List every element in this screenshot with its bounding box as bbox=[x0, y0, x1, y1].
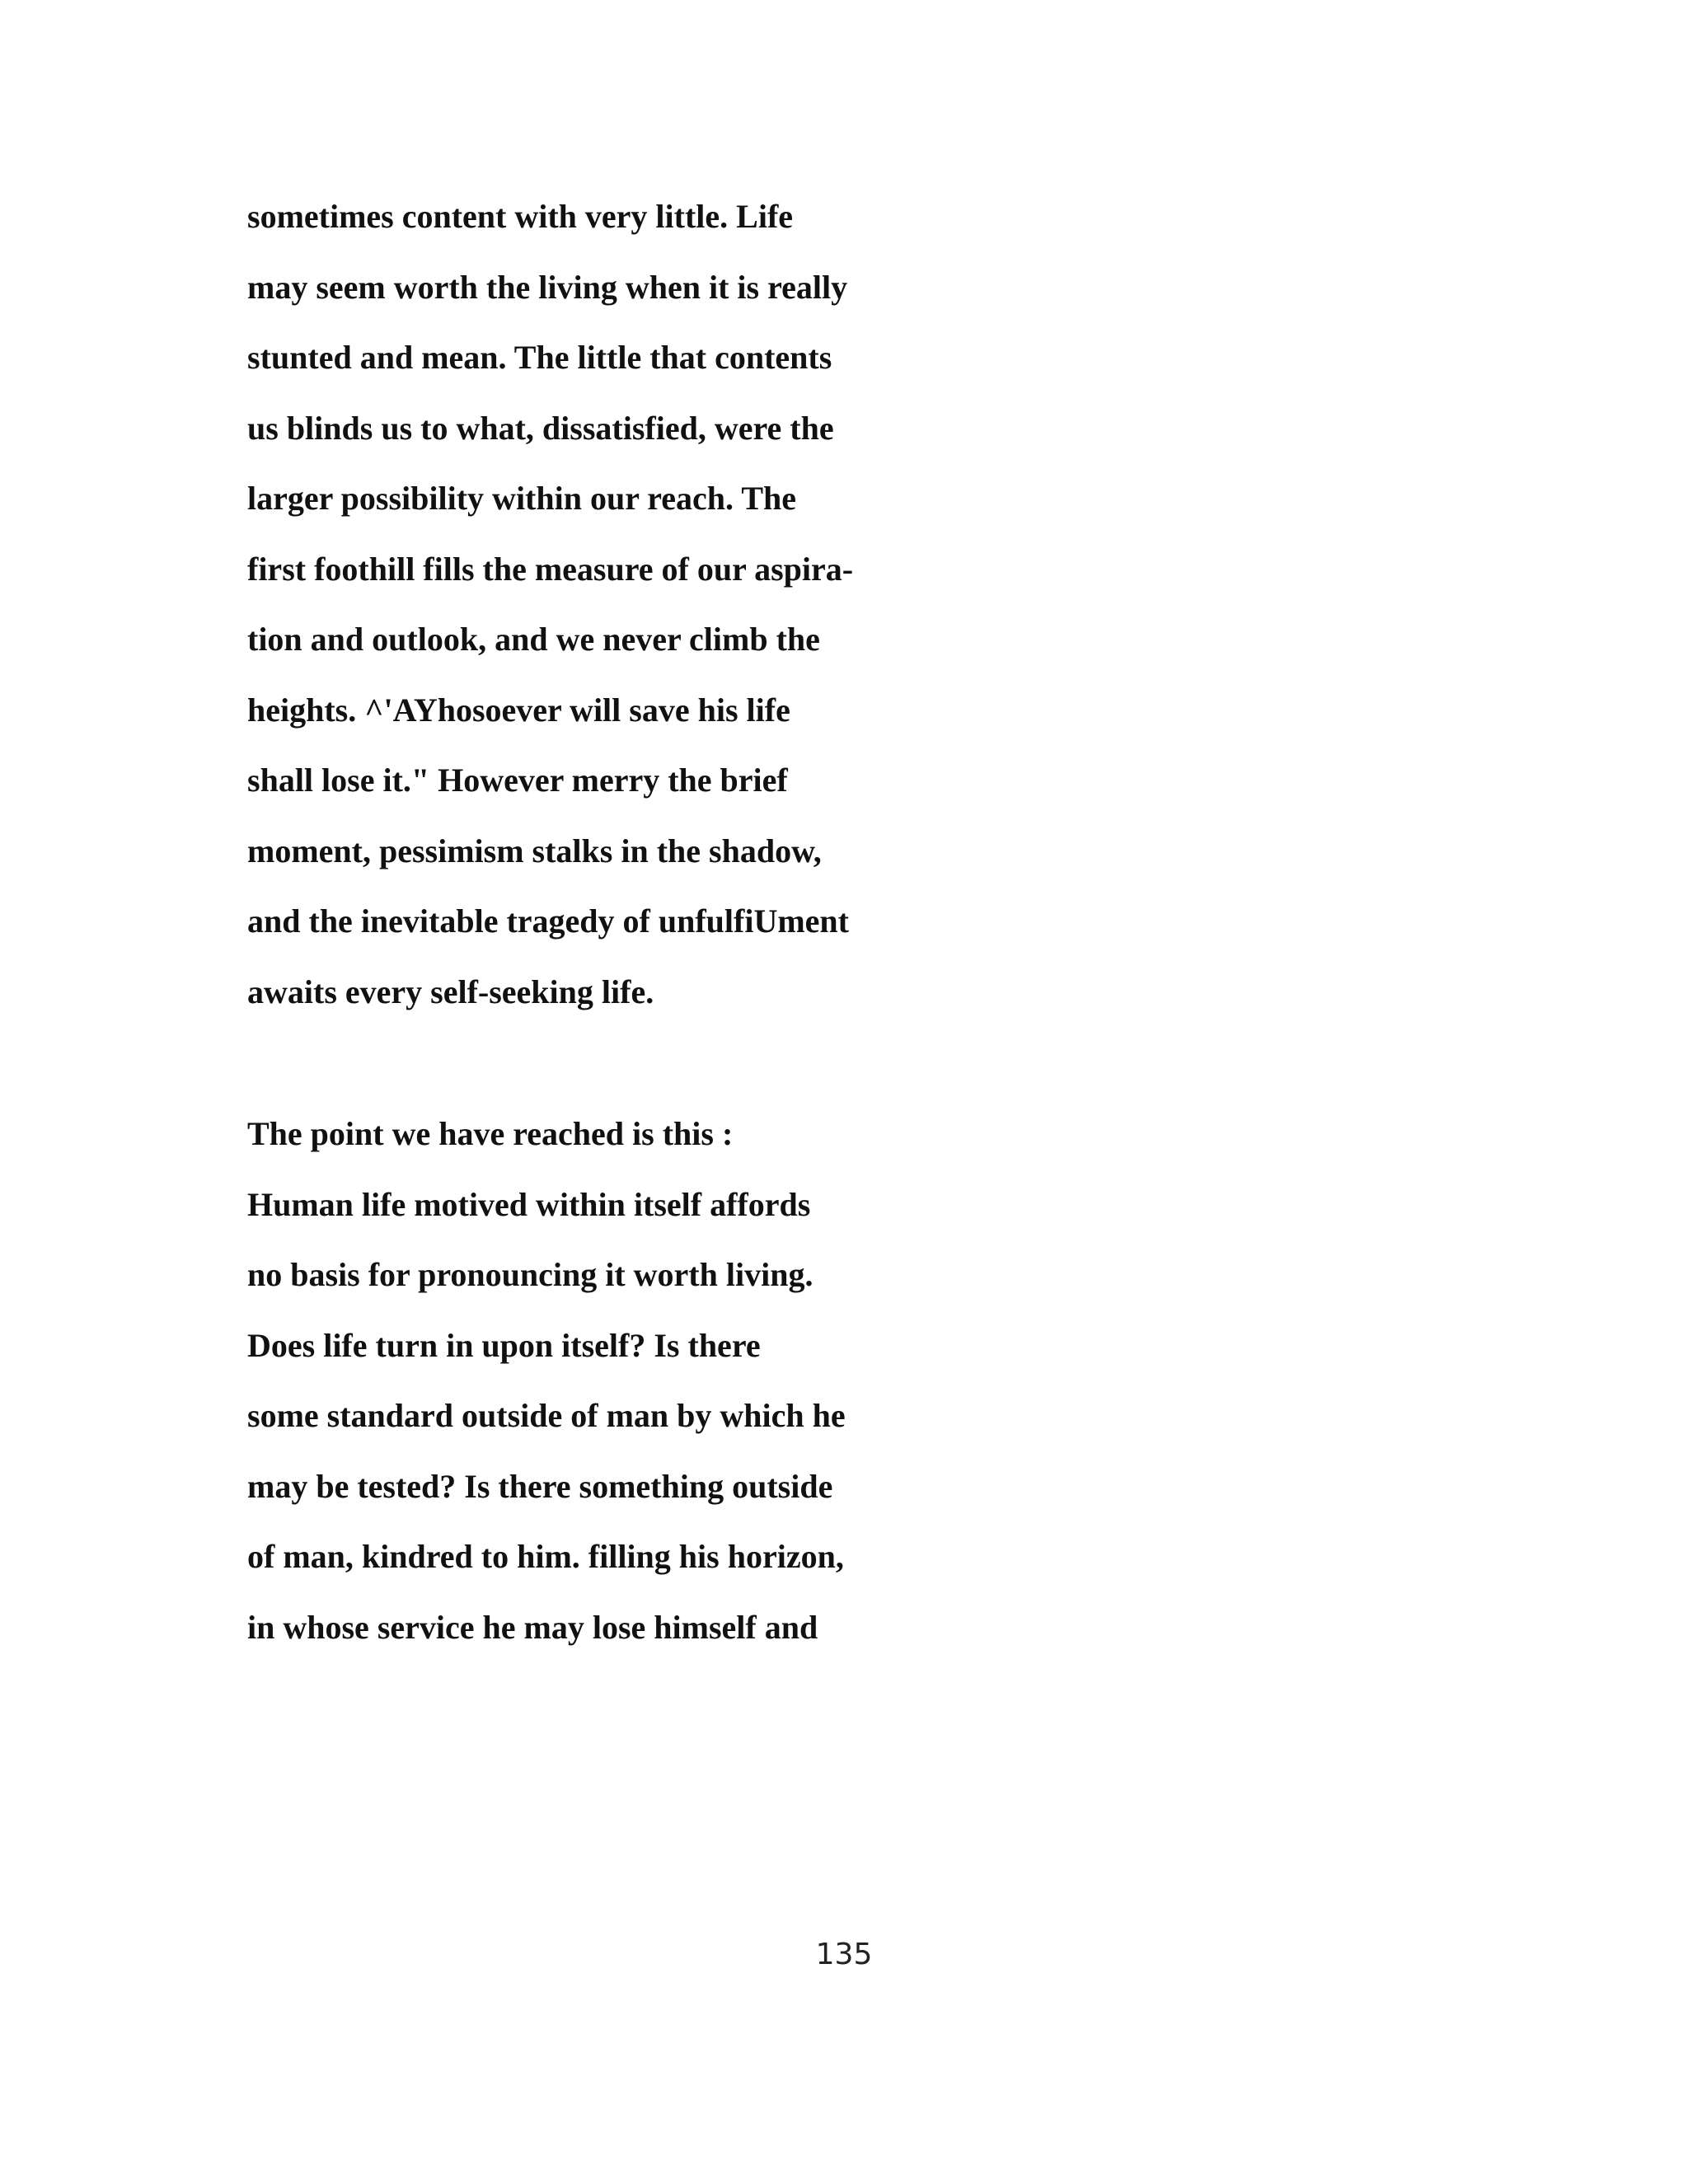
text-line: stunted and mean. The little that contents bbox=[247, 339, 832, 376]
text-line: of man, kindred to him. filling his horizon, bbox=[247, 1538, 844, 1575]
paragraph-2 bbox=[247, 1099, 1401, 1662]
text-line: us blinds us to what, dissatisfied, were the bbox=[247, 409, 834, 447]
text-line: awaits every self-seeking life. bbox=[247, 972, 654, 1010]
text-line: The point we have reached is this : bbox=[247, 1115, 734, 1152]
text-line: sometimes content with very little. Life bbox=[247, 198, 794, 235]
text-line: moment, pessimism stalks in the shadow, bbox=[247, 832, 822, 869]
text-line: Does life turn in upon itself? Is there bbox=[247, 1326, 761, 1364]
text-line: tion and outlook, and we never climb the bbox=[247, 621, 820, 658]
text-line: and the inevitable tragedy of unfulfiUment bbox=[247, 902, 849, 940]
text-line: some standard outside of man by which he bbox=[247, 1397, 846, 1434]
text-line: may be tested? Is there something outside bbox=[247, 1467, 833, 1505]
page-number: 135 bbox=[815, 1938, 873, 1971]
text-line: may seem worth the living when it is really bbox=[247, 268, 848, 306]
paragraph-1 bbox=[247, 181, 1401, 1027]
text-line: shall lose it." However merry the brief bbox=[247, 762, 788, 799]
text-line: first foothill fills the measure of our aspira- bbox=[247, 550, 854, 588]
text-line: in whose service he may lose himself and bbox=[247, 1608, 818, 1646]
text-line: no basis for pronouncing it worth living. bbox=[247, 1256, 814, 1293]
text-line: Human life motived within itself affords bbox=[247, 1185, 811, 1223]
text-line: heights. ^'AYhosoever will save his life bbox=[247, 691, 790, 729]
text-line: larger possibility within our reach. The bbox=[247, 480, 796, 517]
